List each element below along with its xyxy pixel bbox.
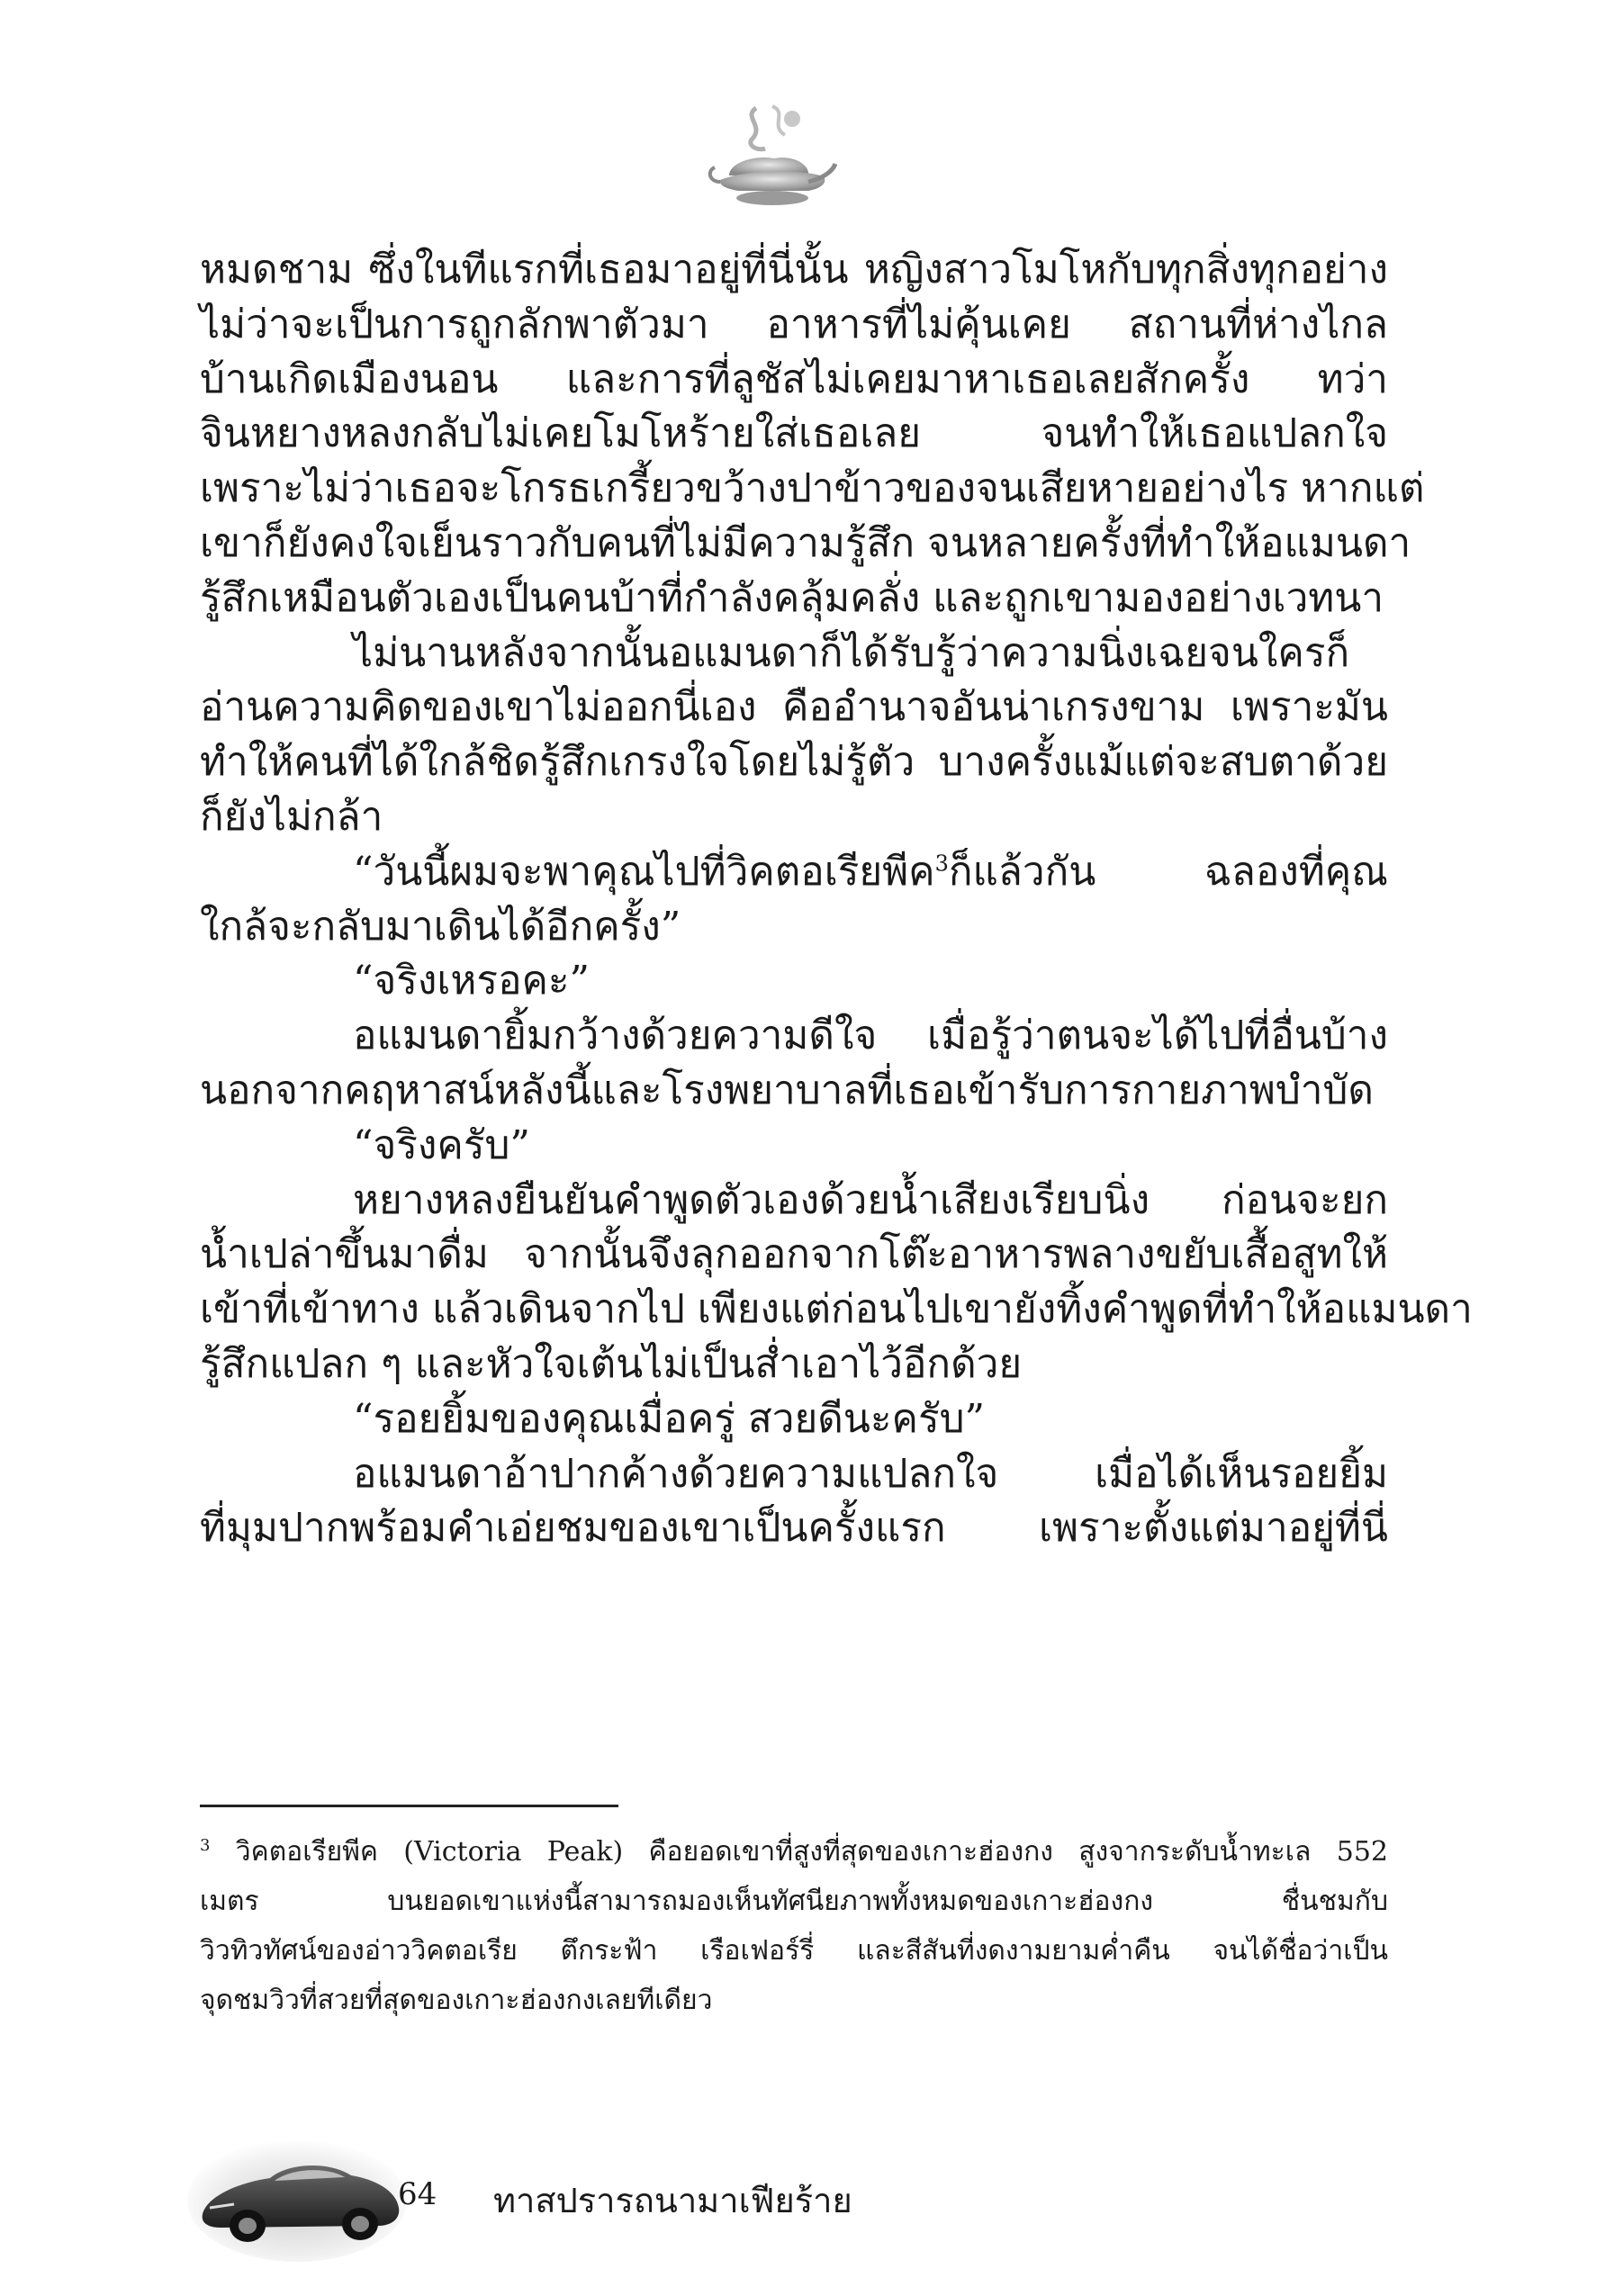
book-title: ทาสปรารถนามาเฟียร้าย	[493, 2181, 852, 2220]
text-line: น้ำเปล่าขึ้นมาดื่ม จากนั้นจึงลุกออกจากโต๊ะอาหารพลางขยับเสื้อสูทให้	[200, 1231, 1388, 1278]
text-line: จินหยางหลงกลับไม่เคยโมโหร้ายใส่เธอเลย จนทำให้เธอแปลกใจ	[200, 410, 1388, 457]
footnote-divider	[200, 1805, 618, 1807]
text-line: ก็ยังไม่กล้า	[200, 793, 383, 840]
text-line: ใกล้จะกลับมาเดินได้อีกครั้ง”	[200, 903, 681, 950]
text-line: เพราะไม่ว่าเธอจะโกรธเกรี้ยวขว้างปาข้าวของจนเสียหายอย่างไร หากแต่	[200, 465, 1425, 512]
text-line: อแมนดาอ้าปากค้างด้วยความแปลกใจ เมื่อได้เห็นรอยยิ้ม	[353, 1450, 1388, 1497]
text-line: ที่มุมปากพร้อมคำเอ่ยชมของเขาเป็นครั้งแรก เพราะตั้งแต่มาอยู่ที่นี่	[200, 1505, 1388, 1552]
body-text	[200, 243, 1473, 1556]
text-line: หมดชาม ซึ่งในทีแรกที่เธอมาอยู่ที่นี่นั้น หญิงสาวโมโหกับทุกสิ่งทุกอย่าง	[200, 247, 1388, 293]
text-line: หยางหลงยืนยันคำพูดตัวเองด้วยน้ำเสียงเรียบนิ่ง ก่อนจะยก	[353, 1176, 1388, 1223]
footnote	[200, 1827, 1388, 2025]
text-line: รู้สึกเหมือนตัวเองเป็นคนบ้าที่กำลังคลุ้มคลั่ง และถูกเขามองอย่างเวทนา	[200, 574, 1384, 621]
magic-lamp-icon	[702, 99, 837, 216]
text-line: ไม่นานหลังจากนั้นอแมนดาก็ได้รับรู้ว่าความนิ่งเฉยจนใครก็	[353, 629, 1350, 676]
car-icon	[185, 2129, 410, 2264]
text-line: นอกจากคฤหาสน์หลังนี้และโรงพยาบาลที่เธอเข้ารับการกายภาพบำบัด	[200, 1067, 1374, 1113]
text-line: บ้านเกิดเมืองนอน และการที่ลูชัสไม่เคยมาหาเธอเลยสักครั้ง ทว่า	[200, 356, 1388, 402]
footnote-line: วิวทิวทัศน์ของอ่าววิคตอเรีย ตึกระฟ้า เรือเฟอร์รี่ และสีสันที่งดงามยามค่ำคืน จนได้ชื่อว่าเป็น	[200, 1935, 1388, 1967]
text-line: อ่านความคิดของเขาไม่ออกนี่เอง คืออำนาจอันน่าเกรงขาม เพราะมัน	[200, 684, 1388, 731]
text-line: อแมนดายิ้มกว้างด้วยความดีใจ เมื่อรู้ว่าตนจะได้ไปที่อื่นบ้าง	[353, 1013, 1388, 1059]
text-line: เขาก็ยังคงใจเย็นราวกับคนที่ไม่มีความรู้สึก จนหลายครั้งที่ทำให้อแมนดา	[200, 519, 1411, 566]
text-line: ทำให้คนที่ได้ใกล้ชิดรู้สึกเกรงใจโดยไม่รู้ตัว บางครั้งแม้แต่จะสบตาด้วย	[200, 739, 1388, 786]
footnote-line: เมตร บนยอดเขาแห่งนี้สามารถมองเห็นทัศนียภาพทั้งหมดของเกาะฮ่องกง ชื่นชมกับ	[200, 1886, 1388, 1917]
text-segment: “วันนี้ผมจะพาคุณไปที่วิคตอเรียพีค	[353, 848, 935, 895]
text-line: รู้สึกแปลก ๆ และหัวใจเต้นไม่เป็นส่ำเอาไว้อีกด้วย	[200, 1340, 1023, 1387]
text-line	[200, 845, 1388, 900]
text-line: “จริงครับ”	[353, 1121, 530, 1168]
text-segment: ก็แล้วกัน ฉลองที่คุณ	[948, 848, 1388, 895]
text-line: “รอยยิ้มของคุณเมื่อครู่ สวยดีนะครับ”	[353, 1395, 986, 1442]
text-line: เข้าที่เข้าทาง แล้วเดินจากไป เพียงแต่ก่อนไปเขายังทิ้งคำพูดที่ทำให้อแมนดา	[200, 1286, 1473, 1333]
text-line: ไม่ว่าจะเป็นการถูกลักพาตัวมา อาหารที่ไม่คุ้นเคย สถานที่ห่างไกล	[200, 301, 1388, 347]
footnote-reference: 3	[934, 851, 949, 877]
text-line: “จริงเหรอคะ”	[353, 958, 591, 1004]
footnote-marker: 3	[200, 1836, 211, 1855]
page-number: 64	[398, 2176, 437, 2212]
footnote-text: วิคตอเรียพีค (Victoria Peak) คือยอดเขาที่สูงที่สุดของเกาะฮ่องกง สูงจากระดับน้ำทะเล 552	[235, 1836, 1388, 1868]
footnote-line	[200, 1827, 1388, 1877]
footnote-line: จุดชมวิวที่สวยที่สุดของเกาะฮ่องกงเลยทีเดียว	[200, 1985, 713, 2016]
